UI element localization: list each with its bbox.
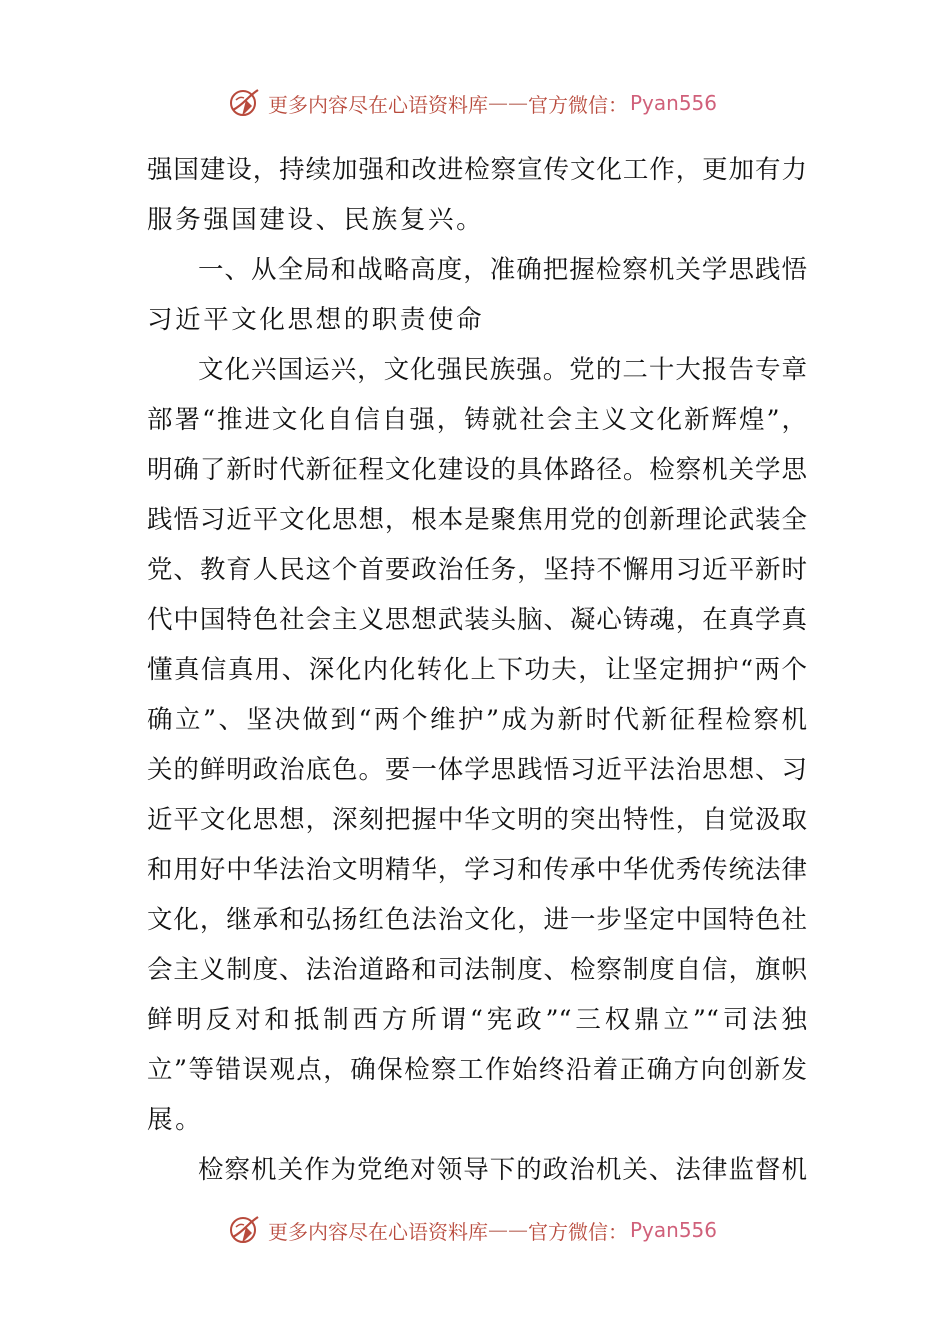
text-line: 立”等错误观点，确保检察工作始终沿着正确方向创新发 [147,1055,807,1085]
watermark-text: 更多内容尽在心语资料库 [268,1219,488,1244]
watermark-text: 更多内容尽在心语资料库 [268,92,488,117]
text-line: 检察机关作为党绝对领导下的政治机关、法律监督机 [198,1155,807,1185]
section-heading: 一、从全局和战略高度，准确把握检察机关学思践悟 [198,255,807,285]
pen-logo-icon [228,1213,262,1247]
text-line: 鲜明反对和抵制西方所谓“宪政”“三权鼎立”“司法独 [147,1005,807,1035]
text-line: 部署“推进文化自信自强，铸就社会主义文化新辉煌”， [147,405,807,435]
text-line: 会主义制度、法治道路和司法制度、检察制度自信，旗帜 [147,955,807,985]
text-line: 服务强国建设、民族复兴。 [147,205,485,235]
text-line: 强国建设，持续加强和改进检察宣传文化工作，更加有力 [147,155,807,185]
footer-watermark [228,1213,717,1247]
section-heading: 习近平文化思想的职责使命 [147,305,485,335]
text-line: 党、教育人民这个首要政治任务，坚持不懈用习近平新时 [147,555,807,585]
watermark-wechat-label: 官方微信： [528,92,628,117]
text-line: 关的鲜明政治底色。要一体学思践悟习近平法治思想、习 [147,755,807,785]
watermark-wechat-id: Pyan556 [630,91,718,115]
text-line: 践悟习近平文化思想，根本是聚焦用党的创新理论武装全 [147,505,807,535]
watermark-dash: —— [488,91,528,115]
text-line: 近平文化思想，深刻把握中华文明的突出特性，自觉汲取 [147,805,807,835]
text-line: 懂真信真用、深化内化转化上下功夫，让坚定拥护“两个 [147,655,807,685]
header-watermark [228,86,717,120]
text-line: 和用好中华法治文明精华，学习和传承中华优秀传统法律 [147,855,807,885]
watermark-wechat-id: Pyan556 [630,1218,718,1242]
pen-logo-icon [228,86,262,120]
watermark-wechat-label: 官方微信： [528,1219,628,1244]
text-line: 文化，继承和弘扬红色法治文化，进一步坚定中国特色社 [147,905,807,935]
text-line: 文化兴国运兴，文化强民族强。党的二十大报告专章 [198,355,807,385]
text-line: 展。 [147,1105,204,1135]
text-line: 代中国特色社会主义思想武装头脑、凝心铸魂，在真学真 [147,605,807,635]
watermark-dash: —— [488,1218,528,1242]
text-line: 明确了新时代新征程文化建设的具体路径。检察机关学思 [147,455,807,485]
text-line: 确立”、坚决做到“两个维护”成为新时代新征程检察机 [147,705,807,735]
